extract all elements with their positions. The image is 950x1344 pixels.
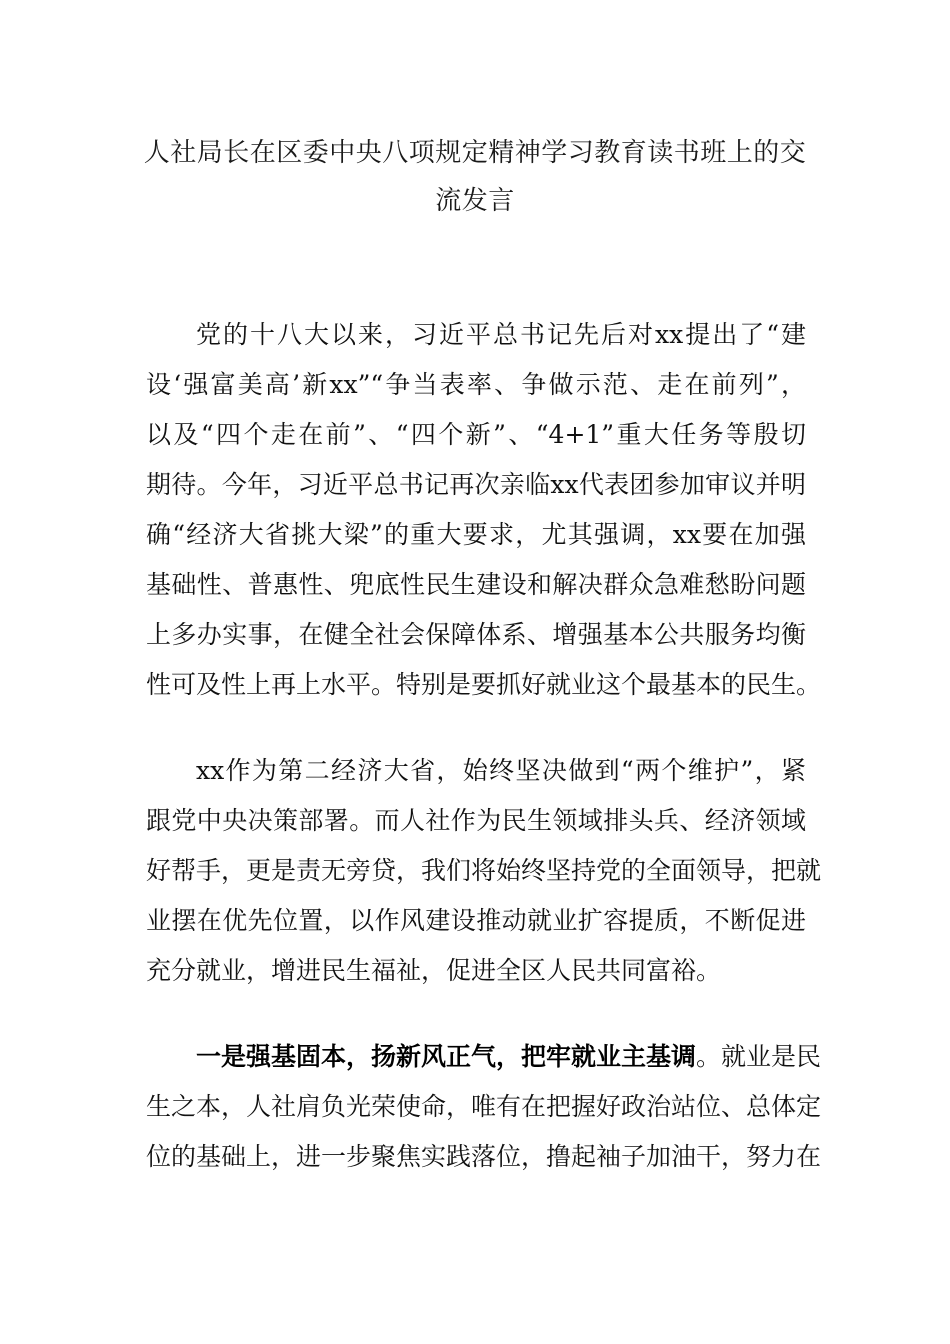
paragraph-3-line-1-rest: 。就业是民 (696, 1042, 822, 1071)
paragraph-3-line-3: 位的基础上，进一步聚焦实践落位，撸起袖子加油干，努力在 (146, 1142, 822, 1171)
paragraph-1-line-6: 基础性、普惠性、兜底性民生建设和解决群众急难愁盼问题 (146, 570, 806, 599)
paragraph-1-line-7: 上多办实事，在健全社会保障体系、增强基本公共服务均衡 (146, 620, 806, 649)
paragraph-2-line-4: 业摆在优先位置，以作风建设推动就业扩容提质，不断促进 (146, 906, 806, 935)
document-title-line-2: 流发言 (435, 186, 515, 216)
paragraph-1-line-3: 以及“四个走在前”、“四个新”、“4+1”重大任务等殷切 (146, 420, 806, 449)
paragraph-2-line-3: 好帮手，更是责无旁贷，我们将始终坚持党的全面领导，把就 (146, 856, 822, 885)
section-heading: 一是强基固本，扬新风正气，把牢就业主基调 (196, 1042, 697, 1071)
paragraph-2-line-5: 充分就业，增进民生福祉，促进全区人民共同富裕。 (146, 956, 722, 985)
paragraph-1-line-8: 性可及性上再上水平。特别是要抓好就业这个最基本的民生。 (146, 670, 822, 699)
paragraph-1-line-5: 确“经济大省挑大梁”的重大要求，尤其强调，xx要在加强 (146, 520, 806, 549)
document-title-line-1: 人社局长在区委中央八项规定精神学习教育读书班上的交 (143, 138, 807, 168)
paragraph-1-line-2: 设‘强富美高’新xx”“争当表率、争做示范、走在前列”， (146, 370, 806, 399)
paragraph-2-line-2: 跟党中央决策部署。而人社作为民生领域排头兵、经济领域 (146, 806, 806, 835)
paragraph-1-line-1: 党的十八大以来，习近平总书记先后对xx提出了“建 (196, 320, 806, 349)
paragraph-1-line-4: 期待。今年，习近平总书记再次亲临xx代表团参加审议并明 (146, 470, 806, 499)
paragraph-3-line-1 (196, 1042, 822, 1071)
paragraph-2-line-1: xx作为第二经济大省，始终坚决做到“两个维护”，紧 (196, 756, 806, 785)
paragraph-3-line-2: 生之本，人社肩负光荣使命，唯有在把握好政治站位、总体定 (146, 1092, 822, 1121)
